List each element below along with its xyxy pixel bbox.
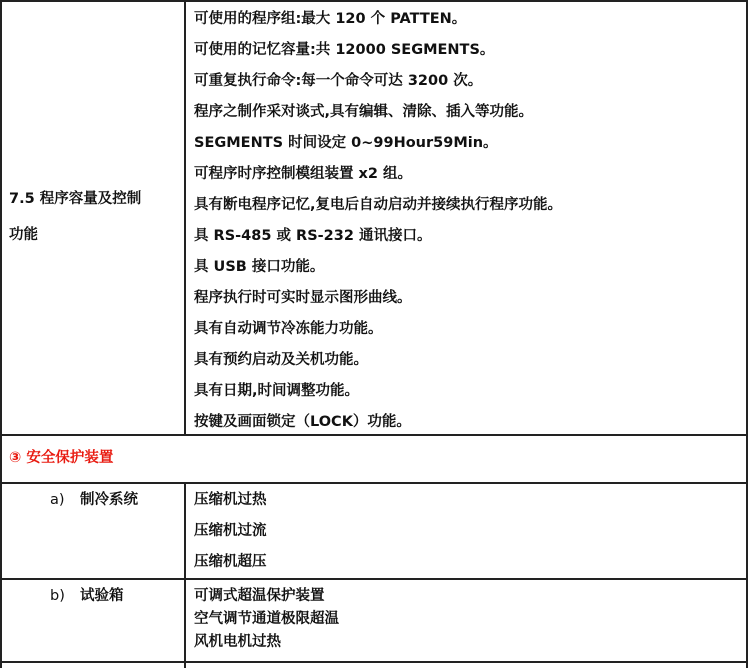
list-item: 具 RS-485 或 RS-232 通讯接口。 [194, 228, 432, 244]
table-left-border [0, 0, 2, 668]
list-item: 可使用的程序组:最大 120 个 PATTEN。 [194, 11, 467, 27]
row-b-marker: b) [50, 588, 65, 604]
list-item: 压缩机过热 [194, 492, 267, 508]
list-item: 可重复执行命令:每一个命令可达 3200 次。 [194, 73, 483, 89]
section-7-5-label-line2: 功能 [9, 227, 38, 243]
list-item: 空气调节通道极限超温 [194, 611, 339, 627]
column-divider-upper [184, 0, 186, 435]
list-item: 风机电机过热 [194, 634, 281, 650]
row-a-marker: a) [50, 492, 65, 508]
list-item: 程序执行时可实时显示图形曲线。 [194, 290, 412, 306]
row-divider-section-heading-top [0, 434, 748, 436]
row-divider-section-heading-bottom [0, 482, 748, 484]
list-item: 具有日期,时间调整功能。 [194, 383, 360, 399]
table-right-border [746, 0, 748, 668]
row-a-label: 制冷系统 [80, 492, 138, 508]
list-item: 压缩机过流 [194, 523, 267, 539]
safety-section-heading: ③ 安全保护装置 [9, 450, 114, 466]
row-divider-b [0, 578, 748, 580]
section-7-5-label-line1: 7.5 程序容量及控制 [9, 191, 142, 207]
list-item: 程序之制作采对谈式,具有编辑、清除、插入等功能。 [194, 104, 534, 120]
list-item: 可程序时序控制模组装置 x2 组。 [194, 166, 413, 182]
list-item: 按键及画面锁定（LOCK）功能。 [194, 414, 411, 430]
list-item: 具有断电程序记忆,复电后自动启动并接续执行程序功能。 [194, 197, 563, 213]
list-item: 具有自动调节冷冻能力功能。 [194, 321, 383, 337]
row-b-label: 试验箱 [80, 588, 124, 604]
table-top-border [0, 0, 748, 2]
column-divider-lower [184, 483, 186, 668]
list-item: 压缩机超压 [194, 554, 267, 570]
list-item: SEGMENTS 时间设定 0~99Hour59Min。 [194, 135, 498, 151]
list-item: 可使用的记忆容量:共 12000 SEGMENTS。 [194, 42, 495, 58]
list-item: 可调式超温保护装置 [194, 588, 325, 604]
row-divider-bottom [0, 661, 748, 663]
list-item: 具 USB 接口功能。 [194, 259, 325, 275]
list-item: 具有预约启动及关机功能。 [194, 352, 368, 368]
